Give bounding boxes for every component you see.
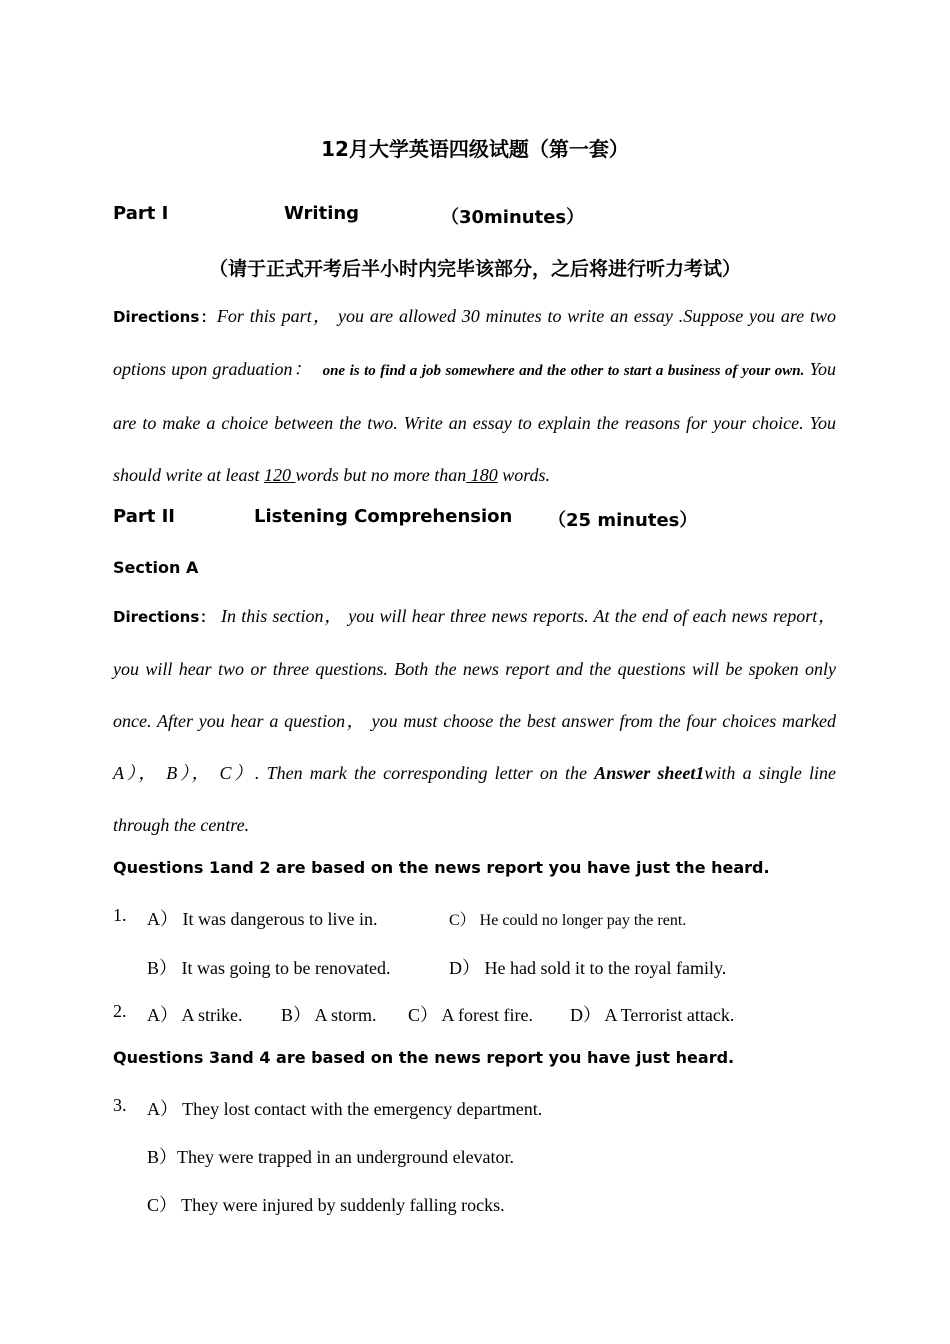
- directions-text-3: words but no more than: [295, 465, 467, 485]
- part-1-label: Part I: [113, 203, 169, 224]
- option-a: A） A strike.: [147, 1005, 243, 1025]
- section-a-heading: Section A: [113, 558, 199, 577]
- option-d: D） A Terrorist attack.: [570, 1005, 735, 1025]
- option-b: B）They were trapped in an underground elevator.: [147, 1147, 515, 1167]
- option-c: C） He could no longer pay the rent.: [449, 912, 687, 929]
- part-1-time: （30minutes）: [441, 207, 585, 228]
- part-2-directions: [113, 590, 836, 851]
- max-words: 180: [466, 465, 498, 485]
- directions-label: Directions：: [113, 608, 216, 626]
- part-1-name: Writing: [284, 203, 360, 224]
- part-2-name: Listening Comprehension: [254, 506, 513, 527]
- option-b: B） It was going to be renovated.: [147, 958, 391, 978]
- option-a: A） They lost contact with the emergency department.: [147, 1099, 543, 1119]
- option-c: C） They were injured by suddenly falling rocks.: [147, 1195, 505, 1215]
- directions-text-2: You are to make a choice between the two. Write an essay to explain the reasons for your choice. You should write at least: [113, 359, 837, 485]
- option-c: C） A forest fire.: [408, 1005, 533, 1025]
- part-2-label: Part II: [113, 506, 175, 527]
- directions-text-4: words.: [497, 465, 551, 485]
- part-2-time: （25 minutes）: [548, 510, 698, 531]
- min-words: 120: [264, 465, 296, 485]
- option-a: A） It was dangerous to live in.: [147, 909, 378, 929]
- questions-1-2-header: Questions 1and 2 are based on the news report you have just the heard.: [113, 858, 770, 877]
- directions-text: In this section， you will hear three news reports. At the end of each news report， you will hear two or three questions. Both the news report and the questions will be spoken only once. After you hear a question， you must choose the best answer from the four choices marked A）， B）， C）. Then mark the corresponding letter on the: [113, 606, 837, 783]
- answer-sheet-emphasis: Answer sheet1: [594, 763, 705, 783]
- question-number: 2.: [113, 1001, 127, 1021]
- option-b: B） A storm.: [281, 1005, 377, 1025]
- option-d: D） He had sold it to the royal family.: [449, 958, 727, 978]
- questions-3-4-header: Questions 3and 4 are based on the news report you have just heard.: [113, 1048, 735, 1067]
- directions-text: For this part， you are allowed 30 minutes to write an essay .Suppose you are two options upon graduation：: [113, 306, 836, 379]
- directions-emphasis: one is to find a job somewhere and the other to start a business of your own.: [322, 363, 805, 379]
- question-number: 1.: [113, 905, 127, 925]
- part-1-directions: [113, 290, 836, 501]
- directions-text-2: with a single line through the centre.: [113, 763, 836, 835]
- page-title: 12月大学英语四级试题（第一套）: [321, 137, 629, 161]
- question-number: 3.: [113, 1095, 127, 1115]
- directions-label: Directions：: [113, 308, 217, 326]
- part-1-note: （请于正式开考后半小时内完毕该部分，之后将进行听力考试）: [208, 258, 741, 280]
